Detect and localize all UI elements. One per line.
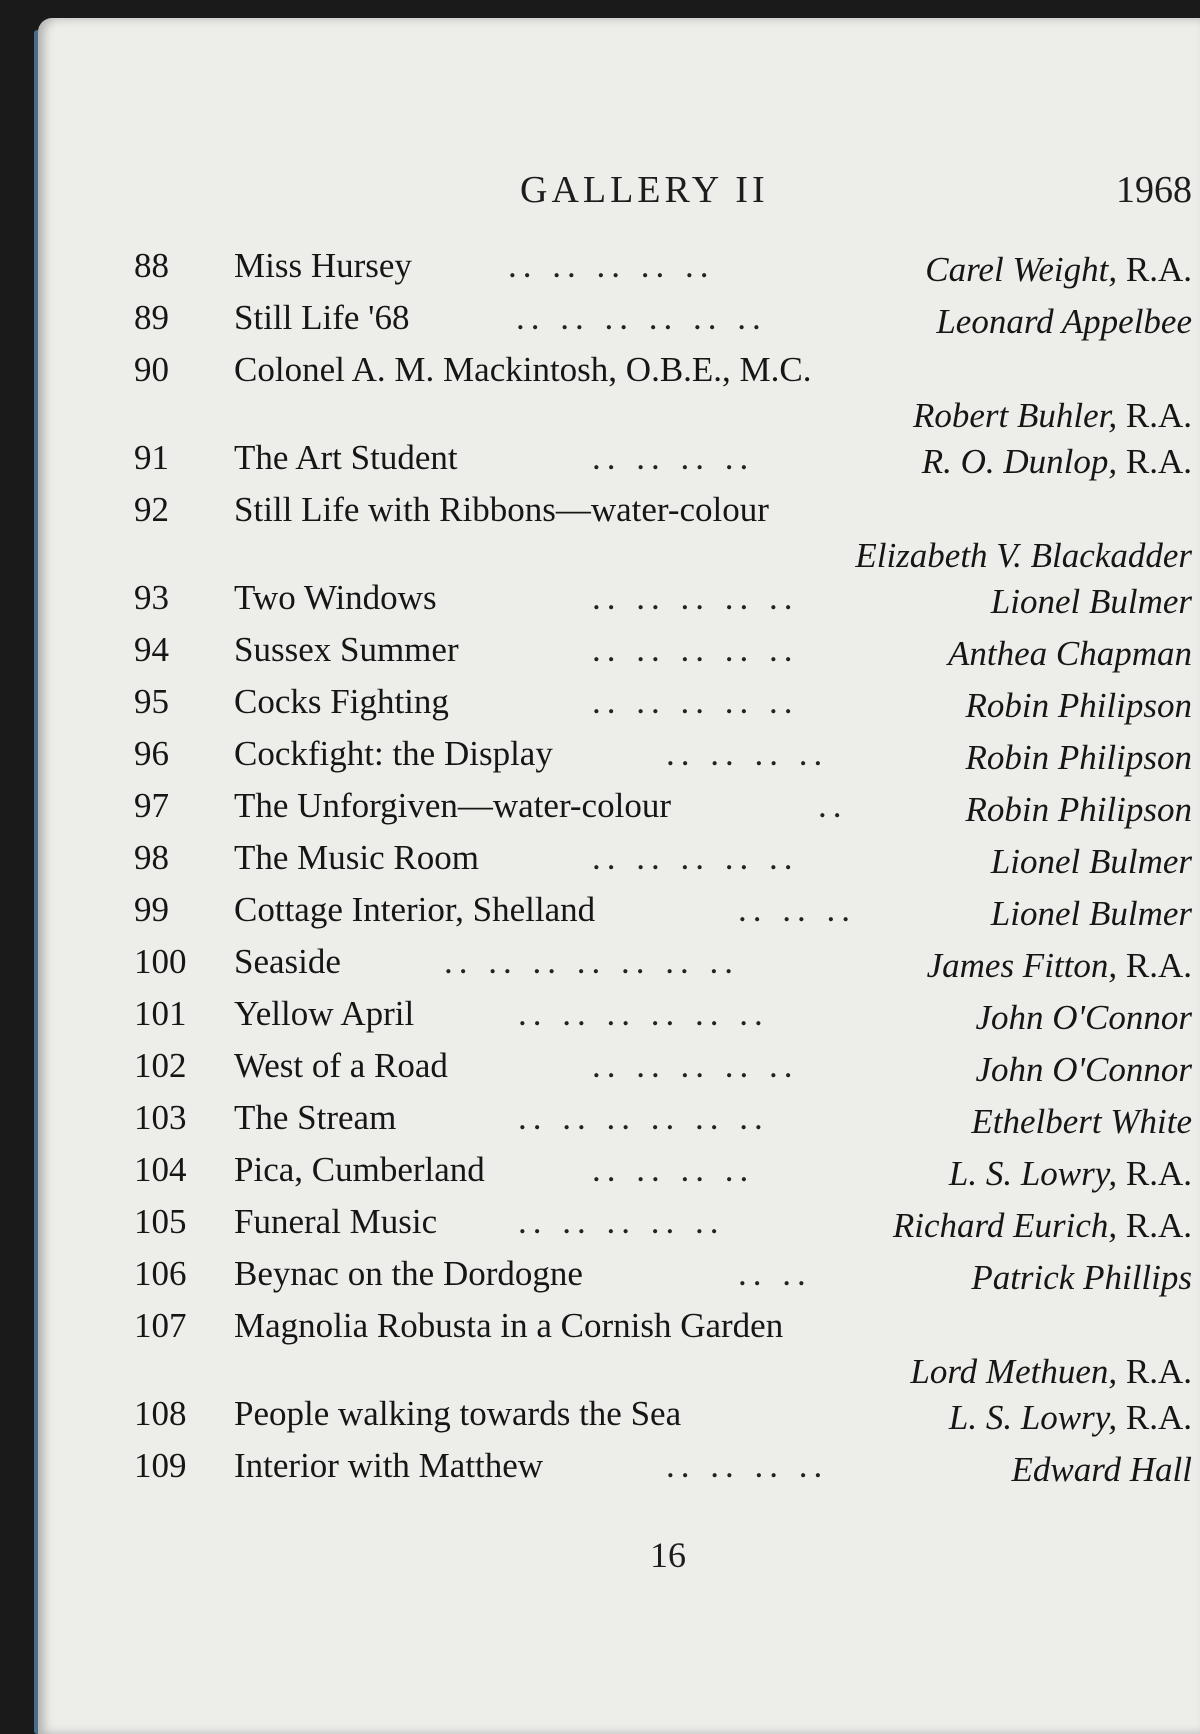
catalogue-entry [38,1202,1200,1254]
entry-number: 88 [134,246,169,285]
entry-artist [1011,1450,1192,1490]
artist-honour: R.A. [1125,946,1192,985]
entry-leader-dots: .. .. .. .. .. [592,682,799,721]
entry-number: 92 [134,490,169,529]
catalogue-entry [38,578,1200,630]
entry-title: Still Life with Ribbons—water-colour [234,490,769,529]
catalogue-entry [38,734,1200,786]
entry-artist [991,582,1192,622]
entry-number: 100 [134,942,187,981]
artist-name: Lord Methuen, [910,1352,1118,1391]
entry-number: 96 [134,734,169,773]
entry-artist [948,634,1192,674]
artist-honour: R.A. [1125,1398,1192,1437]
artist-name: Lionel Bulmer [990,582,1192,621]
entry-number: 108 [134,1394,187,1433]
artist-name: Lionel Bulmer [990,842,1192,881]
entry-artist [965,686,1192,726]
entry-artist [913,396,1192,436]
entry-leader-dots: .. .. .. .. [592,1150,755,1189]
catalogue-page [38,18,1200,1734]
entry-leader-dots: .. .. .. .. .. [518,1202,725,1241]
entry-leader-dots: .. .. .. .. .. [592,1046,799,1085]
entry-artist [893,1206,1192,1246]
entry-leader-dots: .. .. .. .. .. .. .. [444,942,739,981]
catalogue-entry [38,1046,1200,1098]
entry-title: Still Life '68 [234,298,410,337]
artist-name: L. S. Lowry, [948,1398,1118,1437]
entry-leader-dots: .. [818,786,848,825]
artist-name: Elizabeth V. Blackadder [855,536,1192,575]
catalogue-entry [38,682,1200,734]
page-number: 16 [650,1535,686,1575]
catalogue-entry [38,1446,1200,1498]
artist-honour: R.A. [1125,1352,1192,1391]
entry-artist [991,842,1192,882]
entry-artist [925,250,1192,290]
artist-name: R. O. Dunlop, [921,442,1118,481]
entry-leader-dots: .. .. .. .. .. .. [518,1098,769,1137]
entry-title: Cocks Fighting [234,682,449,721]
entry-artist [910,1352,1192,1392]
entry-number: 106 [134,1254,187,1293]
artist-name: Leonard Appelbee [936,302,1192,341]
entry-title: Cottage Interior, Shelland [234,890,596,929]
gallery-title: GALLERY II [520,169,769,211]
artist-name: Robin Philipson [965,790,1192,829]
artist-name: John O'Connor [975,998,1192,1037]
entry-title: Beynac on the Dordogne [234,1254,583,1293]
entry-number: 97 [134,786,169,825]
entry-leader-dots: .. .. .. .. .. .. [516,298,767,337]
catalogue-entry [38,994,1200,1046]
entry-artist [975,998,1192,1038]
catalogue-entry [38,1394,1200,1446]
entry-artist [922,442,1192,482]
entry-number: 90 [134,350,169,389]
catalogue-entry [38,1150,1200,1202]
artist-honour: R.A. [1125,442,1192,481]
entry-title: Magnolia Robusta in a Cornish Garden [234,1306,784,1345]
entry-artist [965,738,1192,778]
entry-number: 107 [134,1306,187,1345]
catalogue-entry [38,838,1200,890]
entry-artist [855,536,1192,576]
entry-title: Colonel A. M. Mackintosh, O.B.E., M.C. [234,350,812,389]
entry-title: Funeral Music [234,1202,438,1241]
catalogue-entry [38,438,1200,490]
entry-artist [991,894,1192,934]
entry-number: 98 [134,838,169,877]
artist-name: James Fitton, [926,946,1118,985]
entry-leader-dots: .. .. .. .. .. .. [518,994,769,1033]
entry-number: 91 [134,438,169,477]
entry-number: 89 [134,298,169,337]
artist-honour: R.A. [1125,1154,1192,1193]
artist-name: Edward Hall [1011,1450,1192,1489]
entry-title: People walking towards the Sea [234,1394,682,1433]
artist-name: Richard Eurich, [892,1206,1118,1245]
catalogue-entry [38,246,1200,298]
entry-title: Seaside [234,942,341,981]
entry-title: Miss Hursey [234,246,412,285]
entry-title: West of a Road [234,1046,448,1085]
entry-number: 99 [134,890,169,929]
artist-name: John O'Connor [975,1050,1192,1089]
entry-number: 103 [134,1098,187,1137]
artist-name: Carel Weight, [925,250,1118,289]
catalogue-entry [38,298,1200,350]
entry-leader-dots: .. .. .. .. [666,1446,829,1485]
entry-artist [936,302,1192,342]
artist-name: Anthea Chapman [947,634,1192,673]
entry-title: Two Windows [234,578,437,617]
catalogue-entry [38,1306,1200,1394]
entry-leader-dots: .. .. .. .. [592,438,755,477]
entry-artist [927,946,1192,986]
entry-artist [965,790,1192,830]
artist-name: Robin Philipson [965,738,1192,777]
artist-honour: R.A. [1125,1206,1192,1245]
entry-artist [949,1398,1192,1438]
entry-leader-dots: .. .. .. .. .. [592,838,799,877]
artist-name: Robert Buhler, [912,396,1118,435]
entry-list [38,246,1200,1498]
entry-number: 109 [134,1446,187,1485]
entry-artist [949,1154,1192,1194]
catalogue-entry [38,1098,1200,1150]
entry-title: The Art Student [234,438,458,477]
entry-leader-dots: .. .. .. .. .. [508,246,715,285]
entry-leader-dots: .. .. .. .. .. [592,578,799,617]
artist-name: Robin Philipson [965,686,1192,725]
entry-title: The Unforgiven—water-colour [234,786,671,825]
entry-number: 95 [134,682,169,721]
entry-title: Pica, Cumberland [234,1150,485,1189]
entry-number: 105 [134,1202,187,1241]
entry-title: Interior with Matthew [234,1446,544,1485]
entry-number: 102 [134,1046,187,1085]
catalogue-entry [38,1254,1200,1306]
catalogue-entry [38,490,1200,578]
entry-leader-dots: .. .. .. .. [666,734,829,773]
entry-title: Sussex Summer [234,630,459,669]
entry-title: Yellow April [234,994,415,1033]
entry-leader-dots: .. .. [738,1254,812,1293]
catalogue-entry [38,350,1200,438]
catalogue-entry [38,786,1200,838]
catalogue-entry [38,630,1200,682]
entry-leader-dots: .. .. .. [738,890,856,929]
entry-title: The Stream [234,1098,397,1137]
artist-name: L. S. Lowry, [948,1154,1118,1193]
entry-artist [975,1050,1192,1090]
catalogue-year: 1968 [1116,169,1192,211]
entry-number: 101 [134,994,187,1033]
artist-name: Ethelbert White [971,1102,1192,1141]
artist-name: Patrick Phillips [971,1258,1192,1297]
artist-name: Lionel Bulmer [990,894,1192,933]
entry-artist [971,1258,1192,1298]
entry-artist [971,1102,1192,1142]
entry-number: 104 [134,1150,187,1189]
artist-honour: R.A. [1125,250,1192,289]
entry-number: 93 [134,578,169,617]
entry-leader-dots: .. .. .. .. .. [592,630,799,669]
catalogue-entry [38,942,1200,994]
entry-number: 94 [134,630,169,669]
artist-honour: R.A. [1125,396,1192,435]
catalogue-entry [38,890,1200,942]
entry-title: The Music Room [234,838,479,877]
entry-title: Cockfight: the Display [234,734,553,773]
